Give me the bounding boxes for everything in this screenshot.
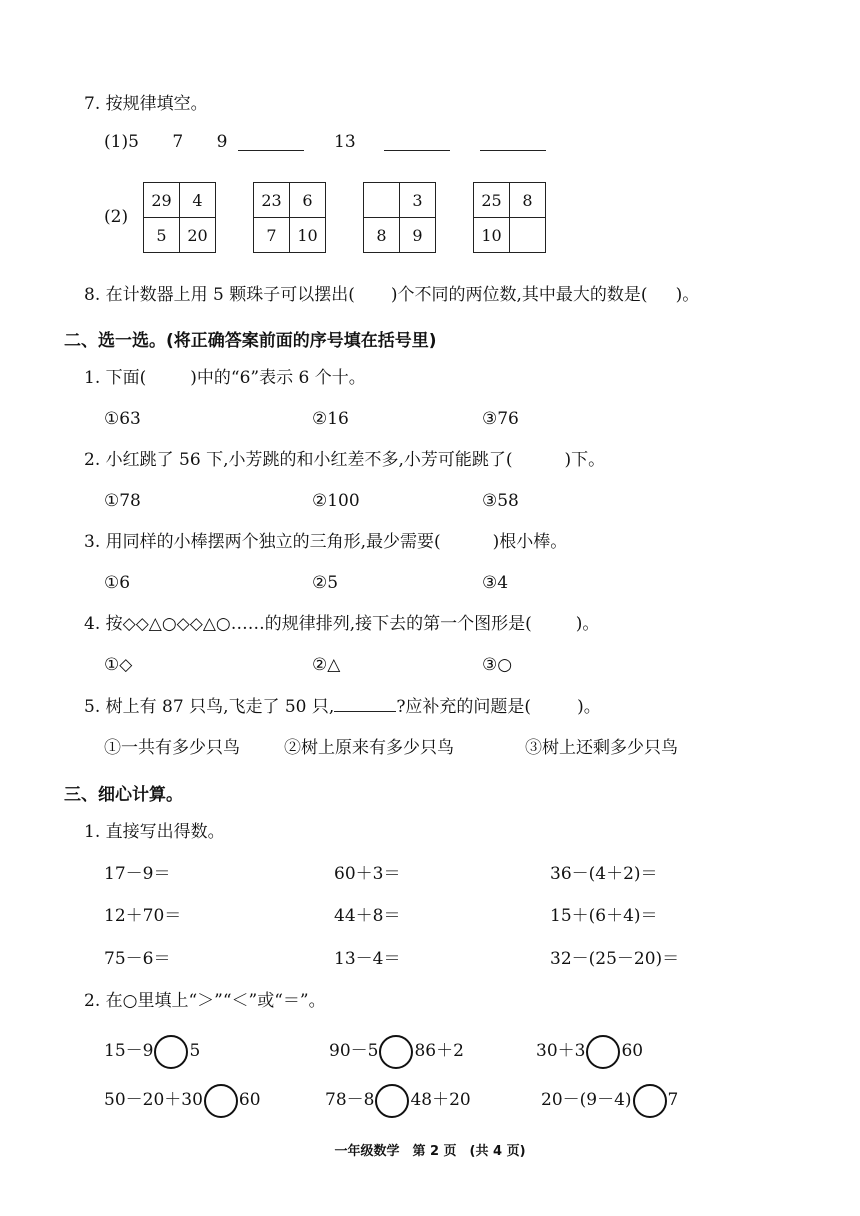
q7-part2-label: (2) <box>104 207 129 227</box>
grid-cell: 10 <box>290 218 326 253</box>
s2-q1-opt-2: ②16 <box>312 409 349 429</box>
s2-q3-opt-3: ③4 <box>482 573 509 593</box>
pattern-grid-1 <box>143 182 216 253</box>
compare-circle[interactable] <box>375 1084 409 1118</box>
pattern-grid-2 <box>253 182 326 253</box>
calc-item: 17－9＝ <box>104 864 171 884</box>
s2-q4-opt-3: ③○ <box>482 655 513 675</box>
s2-q2-opt-1: ①78 <box>104 491 141 511</box>
grid-cell-blank[interactable] <box>364 183 400 218</box>
calc-item: 75－6＝ <box>104 949 171 969</box>
q7-title: 7. 按规律填空。 <box>84 94 208 114</box>
q7-num-13: 13 <box>334 132 356 152</box>
section-2-title: 二、选一选。(将正确答案前面的序号填在括号里) <box>64 331 437 351</box>
s2-q4-opt-2: ②△ <box>312 655 341 675</box>
s2-q4-opt-1: ①◇ <box>104 655 133 675</box>
compare-item: 90－5 86＋2 <box>329 1034 464 1069</box>
grid-cell-blank[interactable] <box>510 218 546 253</box>
grid-cell: 8 <box>510 183 546 218</box>
s2-q2-opt-3: ③58 <box>482 491 519 511</box>
s2-q5: 5. 树上有 87 只鸟,飞走了 50 只, ?应补充的问题是( )。 <box>84 697 601 717</box>
compare-circle[interactable] <box>154 1035 188 1069</box>
grid-cell: 4 <box>180 183 216 218</box>
grid-cell: 23 <box>254 183 290 218</box>
s2-q1-opt-1: ①63 <box>104 409 141 429</box>
grid-cell: 29 <box>144 183 180 218</box>
grid-cell: 6 <box>290 183 326 218</box>
compare-item: 50－20＋30 60 <box>104 1083 261 1118</box>
q7-part1: (1)5 7 9 <box>104 132 228 152</box>
s3-q2-title: 2. 在○里填上“＞”“＜”或“＝”。 <box>84 991 326 1011</box>
compare-item: 30＋3 60 <box>536 1034 643 1069</box>
s2-q5-opt-3: ③树上还剩多少只鸟 <box>525 738 678 758</box>
grid-cell: 10 <box>474 218 510 253</box>
compare-circle[interactable] <box>204 1084 238 1118</box>
s2-q2-opt-2: ②100 <box>312 491 360 511</box>
grid-cell: 9 <box>400 218 436 253</box>
s2-q4: 4. 按◇◇△○◇◇△○……的规律排列,接下去的第一个图形是( )。 <box>84 614 600 634</box>
calc-item: 13－4＝ <box>334 949 401 969</box>
pattern-grid-4 <box>473 182 546 253</box>
grid-cell: 5 <box>144 218 180 253</box>
s2-q3-opt-2: ②5 <box>312 573 339 593</box>
grid-cell: 7 <box>254 218 290 253</box>
calc-item: 12＋70＝ <box>104 906 182 926</box>
compare-circle[interactable] <box>379 1035 413 1069</box>
calc-item: 32－(25－20)＝ <box>550 949 680 969</box>
compare-item: 78－8 48＋20 <box>325 1083 471 1118</box>
q7-blank-2[interactable] <box>384 134 450 151</box>
s2-q5-opt-2: ②树上原来有多少只鸟 <box>284 738 454 758</box>
grid-cell: 3 <box>400 183 436 218</box>
s2-q3: 3. 用同样的小棒摆两个独立的三角形,最少需要( )根小棒。 <box>84 532 568 552</box>
compare-item: 20－(9－4) 7 <box>541 1083 678 1118</box>
s2-q3-opt-1: ①6 <box>104 573 131 593</box>
calc-item: 15＋(6＋4)＝ <box>550 906 658 926</box>
q7-blank-1[interactable] <box>238 134 304 151</box>
page-footer: 一年级数学 第 2 页 (共 4 页) <box>334 1144 526 1159</box>
s2-q1: 1. 下面( )中的“6”表示 6 个十。 <box>84 368 366 388</box>
s2-q5-opt-1: ①一共有多少只鸟 <box>104 738 240 758</box>
compare-circle[interactable] <box>633 1084 667 1118</box>
pattern-grid-3 <box>363 182 436 253</box>
compare-circle[interactable] <box>586 1035 620 1069</box>
s3-q1-title: 1. 直接写出得数。 <box>84 822 225 842</box>
grid-cell: 8 <box>364 218 400 253</box>
calc-item: 44＋8＝ <box>334 906 401 926</box>
section-3-title: 三、细心计算。 <box>64 785 183 805</box>
q7-blank-3[interactable] <box>480 134 546 151</box>
q8-line: 8. 在计数器上用 5 颗珠子可以摆出( )个不同的两位数,其中最大的数是( )。 <box>84 285 700 305</box>
compare-item: 15－9 5 <box>104 1034 200 1069</box>
s2-q2: 2. 小红跳了 56 下,小芳跳的和小红差不多,小芳可能跳了( )下。 <box>84 450 606 470</box>
s2-q1-opt-3: ③76 <box>482 409 519 429</box>
grid-cell: 25 <box>474 183 510 218</box>
calc-item: 36－(4＋2)＝ <box>550 864 658 884</box>
calc-item: 60＋3＝ <box>334 864 401 884</box>
grid-cell: 20 <box>180 218 216 253</box>
s2-q5-blank[interactable] <box>334 695 396 712</box>
